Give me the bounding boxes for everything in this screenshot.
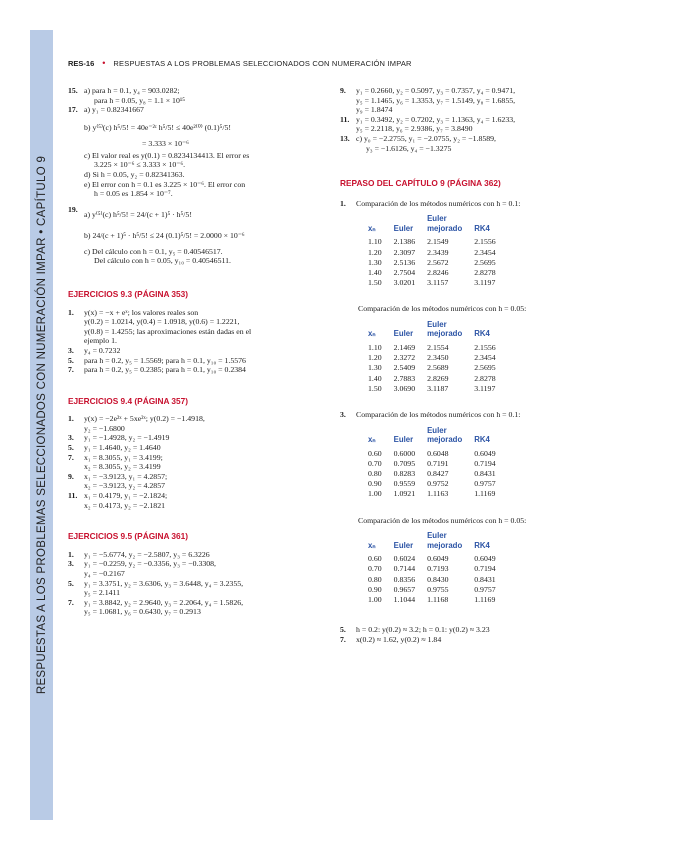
header-bullet: • xyxy=(102,58,106,68)
answer-item: 7. x₁ = 8.3055, y₁ = 3.4199; x₂ = 8.3055, y₂ = 3.4199 xyxy=(68,452,163,472)
right-column xyxy=(340,86,610,644)
table-caption: Comparación de los métodos numéricos con h = 0.05: xyxy=(358,515,527,525)
table-row: 0.60 0.6024 0.6049 0.6049 xyxy=(368,554,496,564)
comparison-block-4 xyxy=(340,516,610,606)
table-row: 1.10 2.1386 2.1549 2.1556 xyxy=(368,237,496,247)
answer-item: 11. y₁ = 0.3492, y₂ = 0.7202, y₃ = 1.1363, y₄ = 1.6233, y₅ = 2.2118, y₆ = 2.9386, y₇ = 3.8490 xyxy=(340,114,516,134)
review-section xyxy=(340,179,610,644)
table-row: 0.80 0.8356 0.8430 0.8431 xyxy=(368,574,496,584)
page-number: RES-16 xyxy=(68,59,95,68)
comparison-block-2 xyxy=(340,304,610,394)
section-9-5 xyxy=(68,532,330,617)
table-caption: Comparación de los métodos numéricos con h = 0.1: xyxy=(356,198,521,208)
header-title: RESPUESTAS A LOS PROBLEMAS SELECCIONADOS CON NUMERACIÓN IMPAR xyxy=(113,59,412,68)
table-row: 1.20 2.3272 2.3450 2.3454 xyxy=(368,353,496,363)
answer-item: 7. para h = 0.2, y₅ = 0.2385; para h = 0.1, y₁₀ = 0.2384 xyxy=(68,365,246,375)
table-row: 0.70 0.7095 0.7191 0.7194 xyxy=(368,458,496,468)
table-row: 1.10 2.1469 2.1554 2.1556 xyxy=(368,342,496,352)
comparison-block-3: 3. Comparación de los métodos numéricos con h = 0.1: Euler xₙ Euler mejorado RK4 0.60 0.6000 0.6048 0.6049 0.70 0.7095 0.7191 0.7194 0.80 0.8283 0.8427 0.8431 0.90 0.9559 0.9752 0.9757 1.00 1.0921 1.1163 1.1169 xyxy=(340,410,610,500)
answer-item: 9. y₁ = 0.2660, y₂ = 0.5097, y₃ = 0.7357, y₄ = 0.9471, y₅ = 1.1465, y₆ = 1.3353, y₇ = 1.5149, y₈ = 1.6855, y₉ = 1.8474 xyxy=(340,86,516,115)
table-row: 1.40 2.7883 2.8269 2.8278 xyxy=(368,373,496,383)
table-row: 1.40 2.7504 2.8246 2.8278 xyxy=(368,267,496,277)
answer-item: 5. para h = 0.2, y₅ = 1.5569; para h = 0.1, y₁₀ = 1.5576 xyxy=(68,355,246,365)
table-caption: Comparación de los métodos numéricos con h = 0.1: xyxy=(356,409,521,419)
table-row: 0.90 0.9657 0.9755 0.9757 xyxy=(368,584,496,594)
answer-item: 3. y₁ = −1.4928, y₂ = −1.4919 xyxy=(68,433,170,443)
left-top-answers xyxy=(68,86,330,266)
answer-item: 11. x₁ = 0.4179, y₁ = −2.1824; x₂ = 0.4173, y₂ = −2.1821 xyxy=(68,491,168,510)
answer-item: 9. x₁ = −3.9123, y₁ = 4.2857; x₂ = −3.9123, y₂ = 4.2857 xyxy=(68,471,168,491)
comparison-table: Euler xₙ Euler mejorado RK4 1.10 2.1386 2.1549 2.1556 1.20 2.3097 2.3439 2.3454 1.30 2.5136 2.5672 2.5695 1.40 2.7504 2.8246 2.8278 1.50 3.0201 3.1157 3.1197 xyxy=(362,214,502,288)
comparison-table: Euler xₙ Euler mejorado RK4 0.60 0.6000 0.6048 0.6049 0.70 0.7095 0.7191 0.7194 0.80 0.8283 0.8427 0.8431 0.90 0.9559 0.9752 0.9757 1.00 1.0921 1.1163 1.1169 xyxy=(362,426,502,500)
section-title: REPASO DEL CAPÍTULO 9 (PÁGINA 362) xyxy=(340,178,501,189)
sidebar-vertical-title: RESPUESTAS A LOS PROBLEMAS SELECCIONADOS CON NUMERACIÓN IMPAR • CAPÍTULO 9 xyxy=(35,155,48,695)
answer-item: 1. y(x) = −x + eˣ; los valores reales son y(0.2) = 1.0214, y(0.4) = 1.0918, y(0.6) = 1.2221, y(0.8) = 1.4255; las aproximaciones están dadas en el ejemplo 1. xyxy=(68,307,252,346)
answer-item: 3. y₄ = 0.7232 xyxy=(68,345,121,355)
answer-item: 1. y(x) = −2e²ˣ + 5xe²ˣ; y(0.2) = −1.4918, y₂ = −1.6800 xyxy=(68,414,205,433)
answer-item: 13. c) y₀ = −2.2755, y₁ = −2.0755, y₂ = −1.8589, y₃ = −1.6126, y₄ = −1.3275 xyxy=(340,133,497,153)
table-row: 1.50 3.0201 3.1157 3.1197 xyxy=(368,278,496,288)
answer-item: 3. y₁ = −0.2259, y₂ = −0.3356, y₃ = −0.3308, y₄ = −0.2167 xyxy=(68,559,216,578)
section-9-4 xyxy=(68,397,330,511)
answer-item: 19. a) y⁽⁵⁾(c) h⁵/5! = 24/(c + 1)⁵ · h⁵/5! b) 24/(c + 1)⁵ · h⁵/5! ≤ 24 (0.1)⁵/5! = 2.0000 × 10⁻⁶ c) Del cálculo con h = 0.1, y₅ = 0.40546517. Del cálculo con h = 0.05, y₁₀ = 0.40546511. xyxy=(68,204,245,266)
review-tail xyxy=(340,625,610,644)
section-9-3 xyxy=(68,290,330,375)
table-row: 1.30 2.5409 2.5689 2.5695 xyxy=(368,363,496,373)
table-row: 1.00 1.0921 1.1163 1.1169 xyxy=(368,489,496,499)
comparison-table: Euler xₙ Euler mejorado RK4 0.60 0.6024 0.6049 0.6049 0.70 0.7144 0.7193 0.7194 0.80 0.8356 0.8430 0.8431 0.90 0.9657 0.9755 0.9757 1.00 1.1044 1.1168 1.1169 xyxy=(362,531,502,605)
section-title: EJERCICIOS 9.5 (PÁGINA 361) xyxy=(68,531,189,542)
answer-item: 17. a) y₁ = 0.82341667 xyxy=(68,105,144,115)
table-row: 0.70 0.7144 0.7193 0.7194 xyxy=(368,564,496,574)
answer-item: 7. y₁ = 3.8842, y₂ = 2.9640, y₃ = 2.2064, y₄ = 1.5826, y₅ = 1.0681, y₆ = 0.6430, y₇ = 0.2913 xyxy=(68,597,244,617)
answer-item: b) y⁽⁵⁾(c) h⁵/5! = 40e⁻²ᶜ h⁵/5! ≤ 40e²⁽⁰⁾ (0.1)⁵/5! = 3.333 × 10⁻⁶ c) El valor real es y(0.1) = 0.8234134413. El error es 3.225 × 10⁻⁶ ≤ 3.333 × 10⁻⁶. d) Si h = 0.05, y₂ = 0.82341363. e) El error con h = 0.1 es 3.225 × 10⁻⁶. El error con h = 0.05 es 1.854 × 10⁻⁷. xyxy=(84,122,250,199)
table-row: 0.90 0.9559 0.9752 0.9757 xyxy=(368,479,496,489)
table-row: 1.30 2.5136 2.5672 2.5695 xyxy=(368,257,496,267)
table-caption: Comparación de los métodos numéricos con h = 0.05: xyxy=(358,304,527,314)
section-title: EJERCICIOS 9.4 (PÁGINA 357) xyxy=(68,395,189,406)
table-row: 0.60 0.6000 0.6048 0.6049 xyxy=(368,448,496,458)
answer-item: 1. y₁ = −5.6774, y₂ = −2.5807, y₃ = 6.3226 xyxy=(68,549,210,559)
answer-item: 5. y₁ = 3.3751, y₂ = 3.6306, y₃ = 3.6448, y₄ = 3.2355, y₅ = 2.1411 xyxy=(68,578,244,598)
page-header xyxy=(68,58,412,68)
answer-item: 15. a) para h = 0.1, y₄ = 903.0282; para h = 0.05, y₈ = 1.1 × 10¹⁵ xyxy=(68,86,185,105)
comparison-block-1: 1. Comparación de los métodos numéricos con h = 0.1: Euler xₙ Euler mejorado RK4 1.10 2.1386 2.1549 2.1556 1.20 2.3097 2.3439 2.3454 1.30 2.5136 2.5672 2.5695 1.40 2.7504 2.8246 2.8278 1.50 3.0201 3.1157 3.1197 xyxy=(340,199,610,289)
left-column xyxy=(68,86,330,617)
table-row: 1.50 3.0690 3.1187 3.1197 xyxy=(368,383,496,393)
answer-item: 5. y₁ = 1.4640, y₂ = 1.4640 xyxy=(68,443,161,453)
table-row: 0.80 0.8283 0.8427 0.8431 xyxy=(368,468,496,478)
answer-item: 7. x(0.2) ≈ 1.62, y(0.2) ≈ 1.84 xyxy=(340,634,442,644)
section-title: EJERCICIOS 9.3 (PÁGINA 353) xyxy=(68,288,189,299)
table-row: 1.00 1.1044 1.1168 1.1169 xyxy=(368,594,496,604)
answer-item: 5. h = 0.2: y(0.2) ≈ 3.2; h = 0.1: y(0.2) ≈ 3.23 xyxy=(340,625,490,635)
table-row: 1.20 2.3097 2.3439 2.3454 xyxy=(368,247,496,257)
comparison-table: Euler xₙ Euler mejorado RK4 1.10 2.1469 2.1554 2.1556 1.20 2.3272 2.3450 2.3454 1.30 2.5409 2.5689 2.5695 1.40 2.7883 2.8269 2.8278 1.50 3.0690 3.1187 3.1197 xyxy=(362,320,502,394)
